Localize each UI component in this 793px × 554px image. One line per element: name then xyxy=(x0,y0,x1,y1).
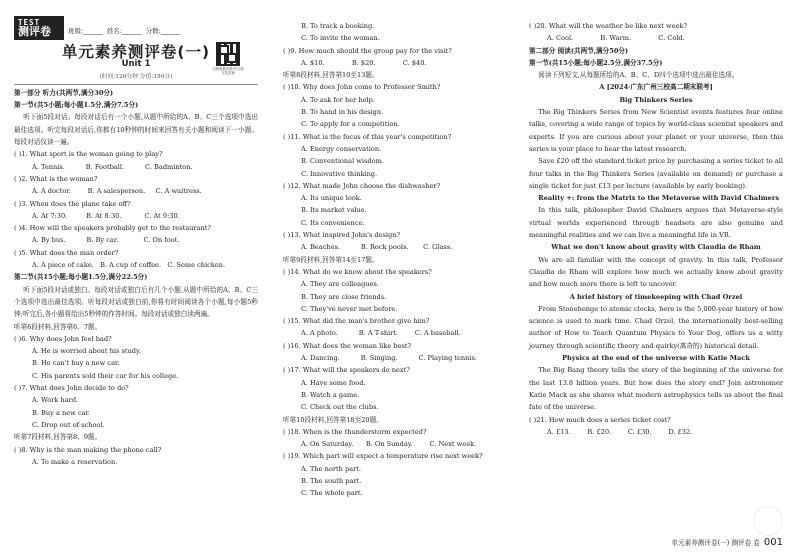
option-line: B. He can't buy a new car. xyxy=(32,359,120,368)
question-line: ( )8. Why is the man making the phone call? xyxy=(14,445,162,454)
section-heading: 第二部分 阅读(共两节,满分50分) xyxy=(529,46,629,55)
footer-label: 单元素养测评卷(一) 测评卷 卷 xyxy=(671,539,760,547)
option-line: A. Energy conservation. xyxy=(301,144,382,153)
option-line: C. His parents sold their car for his college. xyxy=(32,371,179,380)
question-line: ( )18. When is the thunderstorm expected? xyxy=(283,427,427,436)
question-line: ( )20. What will the weather be like next week? xyxy=(529,22,688,30)
text-line: The Big Bang theory tells the story of the beginning of the universe for the last 13.8 billion years. But how does the story end? Join astronomer Katie Mack as she shares what modern astrophysics tells us about the final fate of the universe. xyxy=(529,366,783,412)
option-line: C. The whole part. xyxy=(301,489,363,498)
option-line: B. To hand in his design. xyxy=(301,108,384,117)
left-content xyxy=(14,87,258,468)
question-line: ( )4. How will the speakers probably get to the restaurant? xyxy=(14,224,211,233)
option-line: C. To invite the woman. xyxy=(301,34,380,43)
question-line: ( )1. What sport is the woman going to play? xyxy=(14,150,163,159)
option-line: C. Its convenience. xyxy=(301,218,365,227)
option-line: B. They are close friends. xyxy=(301,292,387,301)
question-line: ( )5. What does the man order? xyxy=(14,248,119,257)
question-line: ( )19. Which part will expect a temperature rise next week? xyxy=(283,452,483,461)
question-line: ( )13. What inspired John's design? xyxy=(283,231,400,240)
option-line: A. To ask for her help. xyxy=(301,95,375,104)
option-line: B. To track a booking. xyxy=(301,22,375,30)
option-line: A. At 7:30. B. At 8:30. C. At 9:30. xyxy=(32,211,180,220)
question-line: 听第10段材料,回答第18至20题。 xyxy=(283,415,383,424)
option-line: A. $10. B. $20. C. $40. xyxy=(301,58,427,67)
question-line: ( )9. How much should the group pay for the visit? xyxy=(283,46,452,55)
right-content xyxy=(529,20,783,438)
option-line: C. They've never met before. xyxy=(301,304,398,313)
exam-meta: (时间:120分钟 分值:150分) xyxy=(99,73,173,80)
student-info-fields: 班级:______ 姓名:______ 分数:______ xyxy=(68,27,181,35)
text-line: 阅读下列短文,从每题所给的A、B、C、D四个选项中选出最佳选项。 xyxy=(538,71,739,80)
option-line: A. On Saturday. B. On Sunday. C. Next week. xyxy=(301,440,477,449)
question-line: ( )12. What made John choose the dishwasher? xyxy=(283,181,441,190)
question-line: 听第8段材料,回答第10至13题。 xyxy=(283,71,379,80)
text-line: A brief history of timekeeping with Chad Orzel xyxy=(569,292,743,301)
page-title: 单元素养测评卷(一) xyxy=(61,43,211,61)
text-line: The Big Thinkers Series from New Scientist events features four online talks, covering a wide range of topics by world-class scientist speakers and experts. If you are curious about your planet or your universe, then this series is your place to hear the latest research. xyxy=(529,108,783,153)
header-bar xyxy=(14,16,258,44)
section-heading: 第一节(共5小题;每小题1.5分,满分7.5分) xyxy=(14,101,139,110)
option-line: C. To apply for a competition. xyxy=(301,120,400,129)
text-line: What we don't know about gravity with Claudia de Rham xyxy=(551,243,761,252)
logo-top: TEST xyxy=(18,18,41,27)
text-line: 听下面5段对话或独白。每段对话或独白后有几个小题,从题中所给的A、B、C三个选项中选出最佳选项。听每段对话或独白前,你将有时间阅读各个小题,每小题5秒钟;听完后,各小题将给出5秒钟的作答时间。每段对话或独白读两遍。 xyxy=(14,285,258,319)
column-middle xyxy=(283,20,517,500)
page-footer xyxy=(671,537,783,548)
question-line: ( )2. What is the woman? xyxy=(14,174,98,183)
text-line: 听下面5段对话。每段对话后有一个小题,从题中所给的A、B、C三个选项中选出最佳选项。听完每段对话后,你都有10秒钟的时间来回答有关小题和阅读下一小题。每段对话仅读一遍。 xyxy=(14,113,258,147)
logo-bottom: 测评卷 xyxy=(18,25,51,38)
option-line: B. Buy a new car. xyxy=(32,408,91,417)
option-line: A. To make a reservation. xyxy=(32,457,118,466)
question-line: ( )14. What do we know about the speakers? xyxy=(283,267,432,276)
question-line: ( )11. What is the focus of this year's competition? xyxy=(283,132,452,141)
option-line: C. Innovative thinking. xyxy=(301,169,378,178)
option-line: C. Drop out of school. xyxy=(32,420,105,429)
option-line: A. He is worried about his study. xyxy=(32,347,141,356)
option-line: A. Dancing. B. Singing. C. Playing tennis. xyxy=(301,354,478,363)
question-line: ( )10. Why does John come to Professor Smith? xyxy=(283,83,441,92)
text-line: From Stonehenge to atomic clocks, here is the 5,000-year history of how science is used to mark time. Chad Orzel, the internationally best-selling author of How to Teach Quantum Physics to Your Dog, offers us a witty journey through scientific theory and quirky(离奇的) historical detail. xyxy=(529,304,783,350)
option-line: A. Its unique look. xyxy=(301,194,362,203)
question-line: ( )17. What will the speakers do next? xyxy=(283,366,410,375)
text-line: In this talk, philosopher David Chalmers argues that Metaverse-style virtual worlds experienced through headsets are also genuine and meaningful realities and we can live a meaningful life in VR. xyxy=(529,206,783,240)
option-line: A. Cool. B. Warm. C. Cold. xyxy=(547,34,685,43)
question-line: 听第6段材料,回答第6、7题。 xyxy=(14,322,102,331)
text-line: Physics at the end of the universe with Katie Mack xyxy=(562,354,750,363)
option-line: C. Check out the clubs. xyxy=(301,403,379,412)
divider xyxy=(14,84,258,85)
option-line: B. Conventional wisdom. xyxy=(301,157,384,166)
section-heading: 第一部分 听力(共两节,满分30分) xyxy=(14,88,114,97)
page-number: 001 xyxy=(763,537,783,548)
option-line: B. Watch a game. xyxy=(301,390,360,399)
section-heading: 第二节(共15小题;每小题1.5分,满分22.5分) xyxy=(14,273,148,282)
test-logo xyxy=(14,16,64,40)
question-line: ( )3. When does the plane take off? xyxy=(14,199,131,208)
option-line: A. £13. B. £20. C. £30. D. £32. xyxy=(547,427,693,436)
text-line: We are all familiar with the concept of gravity. In this talk, Professor Claudia de Rham will explore how much we actually know about gravity and how much more there is left to uncover. xyxy=(529,255,783,289)
option-line: A. Tennis. B. Football. C. Badminton. xyxy=(32,162,193,171)
text-line: Big Thinkers Series xyxy=(619,95,693,104)
qr-code-icon[interactable] xyxy=(216,42,240,66)
option-line: A. They are colleagues. xyxy=(301,280,379,289)
question-line: ( )15. What did the man's brother give him? xyxy=(283,317,430,326)
decorative-circle xyxy=(753,506,783,536)
option-line: A. By bus. B. By car. C. On foot. xyxy=(32,236,180,245)
unit-label: Unit 1 xyxy=(121,59,151,70)
question-line: 听第9段材料,回答第14至17题。 xyxy=(283,255,379,264)
section-heading: 第一节(共15小题;每小题2.5分,满分37.5分) xyxy=(529,58,663,67)
middle-content xyxy=(283,20,517,500)
option-line: A. A photo. B. A T-shirt. C. A baseball. xyxy=(301,329,461,338)
option-line: B. The south part. xyxy=(301,476,362,485)
option-line: A. A doctor. B. A salesperson. C. A waitress. xyxy=(32,187,202,196)
question-line: ( )21. How much does a series ticket cost? xyxy=(529,415,671,424)
text-line: A [2024·广东广州三校高二期末联考] xyxy=(599,83,713,92)
option-line: A. Work hard. xyxy=(32,396,79,405)
question-line: ( )7. What does John decide to do? xyxy=(14,384,129,393)
text-line: Save £20 off the standard ticket price by purchasing a series ticket to all four talks in the Big Thinkers Series (available on demand) or purchase a single ticket for just £13 per lecture (available by early booking). xyxy=(529,157,783,190)
option-line: A. Have some food. xyxy=(301,378,366,387)
column-right xyxy=(529,20,783,438)
question-line: 听第7段材料,回答第8、9题。 xyxy=(14,433,102,442)
qr-caption: 扫码查看音频 听力原文及答案 xyxy=(212,67,244,75)
question-line: ( )6. Why does John feel bad? xyxy=(14,334,112,343)
option-line: B. Its market value. xyxy=(301,206,367,215)
column-left xyxy=(14,16,258,468)
text-line: Reality +: from the Matrix to the Metaverse with David Chalmers xyxy=(538,194,780,203)
option-line: A. The north part. xyxy=(301,464,362,473)
option-line: A. A piece of cake. B. A cup of coffee. C. Some chicken. xyxy=(32,261,226,270)
question-line: ( )16. What does the woman like best? xyxy=(283,341,412,350)
option-line: A. Beaches. B. Rock pools. C. Glass. xyxy=(301,243,453,252)
